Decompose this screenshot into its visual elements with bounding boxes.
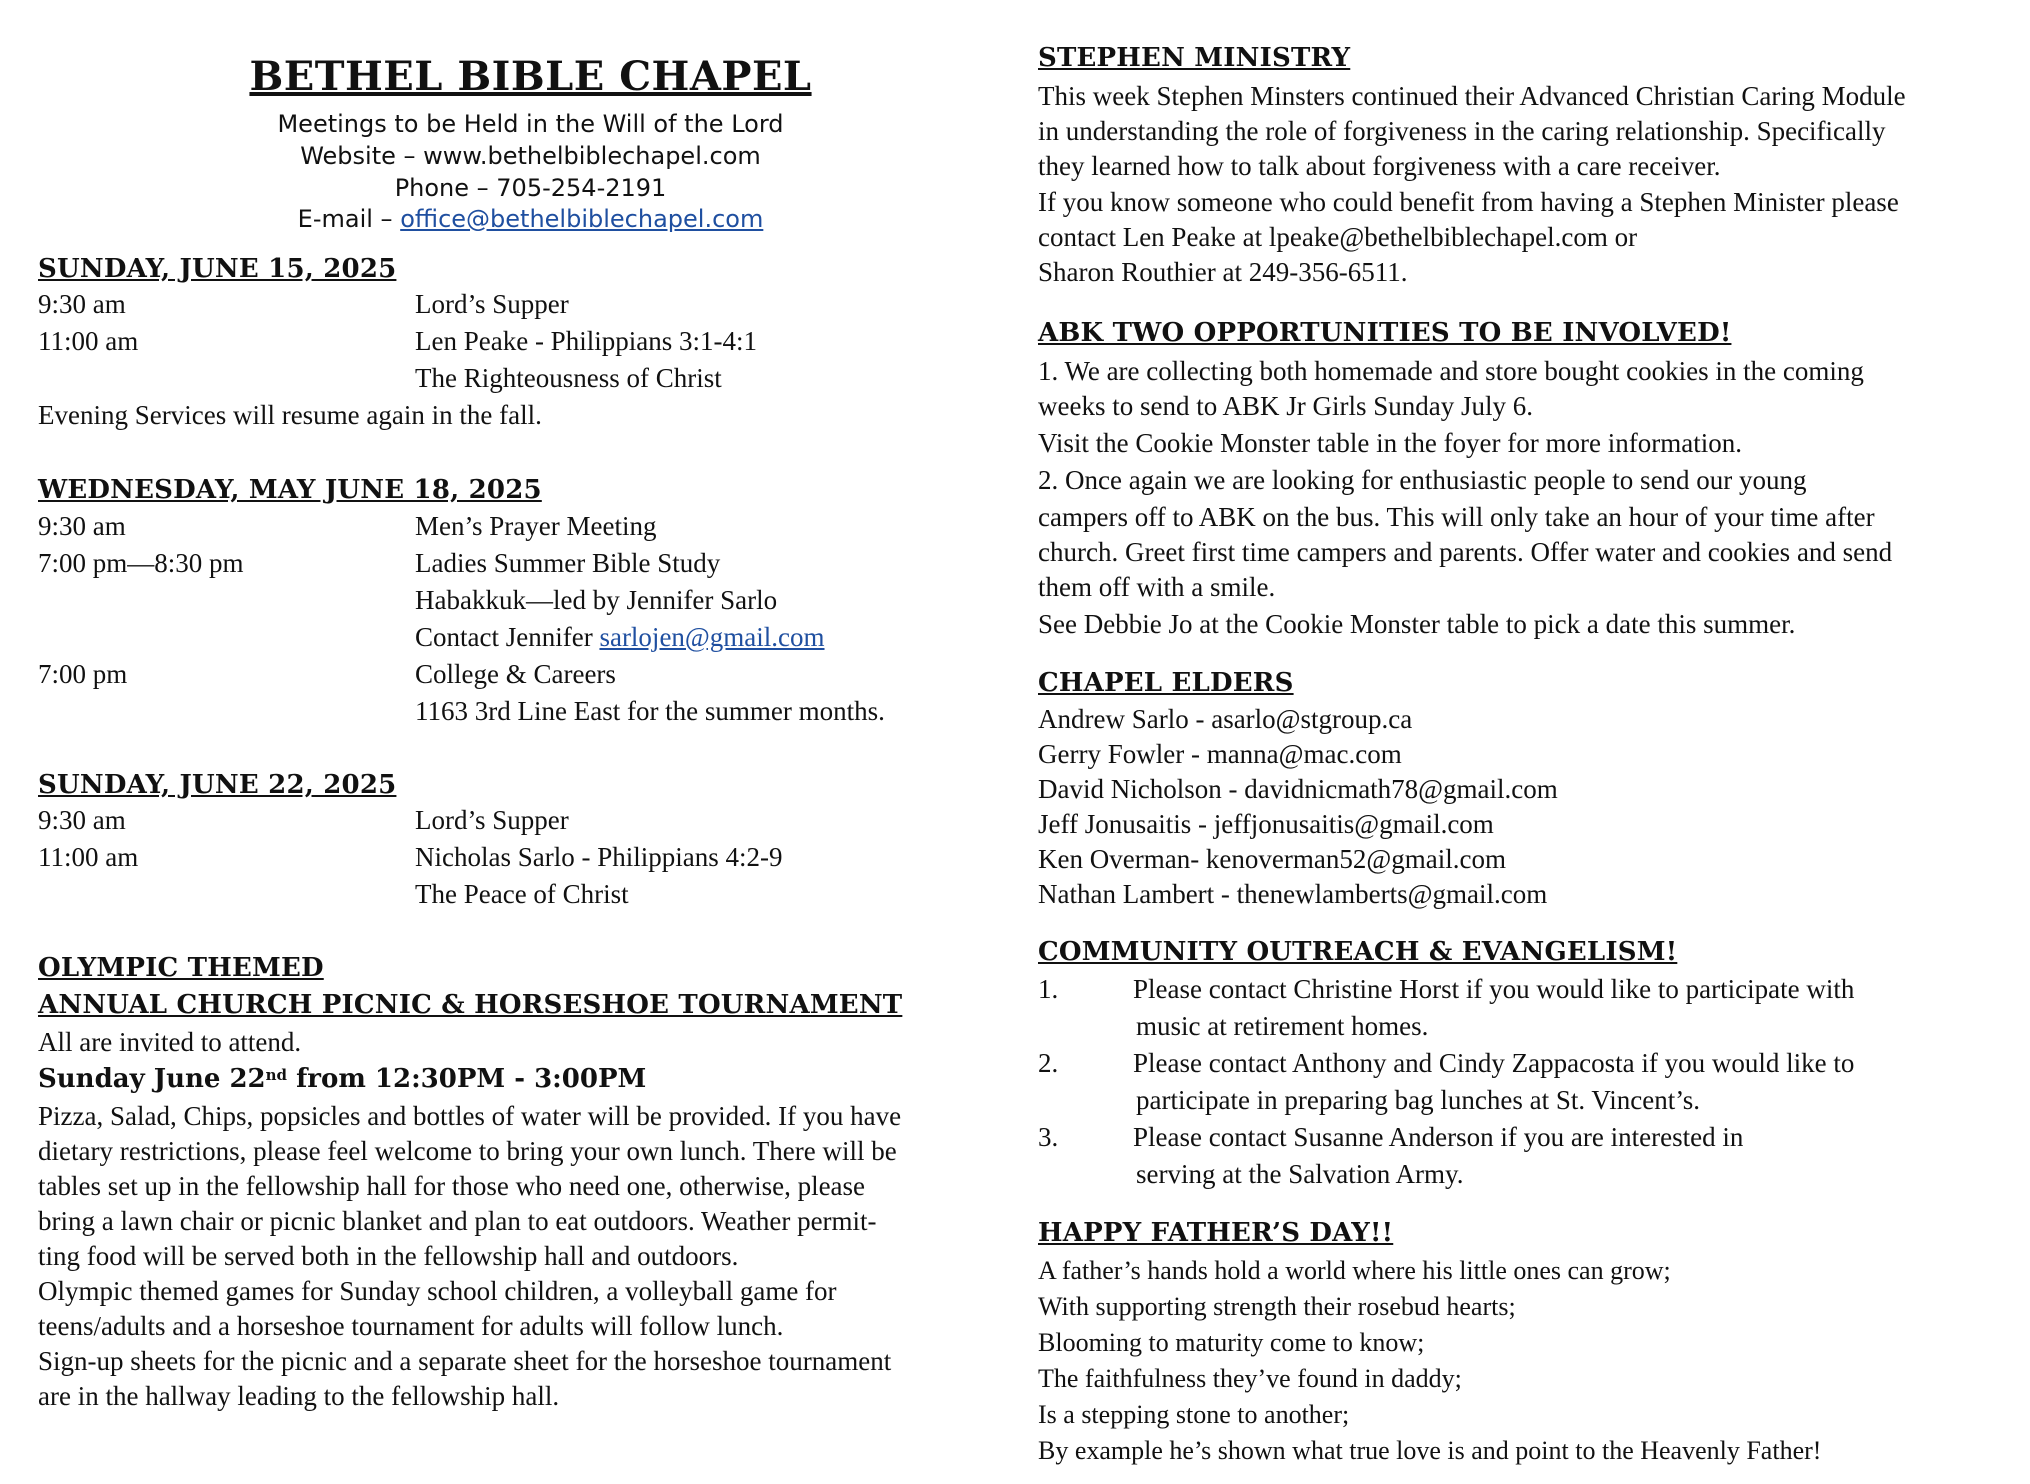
schedule-row: Contact Jennifer sarlojen@gmail.com [415,622,825,652]
abk-text-line: weeks to send to ABK Jr Girls Sunday July 6. [1038,391,1533,421]
chapel-elders-heading: CHAPEL ELDERS [1038,668,1294,698]
office-email-link[interactable]: office@bethelbiblechapel.com [400,205,764,233]
schedule-row: 9:30 am Men’s Prayer Meeting [38,511,657,541]
elder-contact: Gerry Fowler - manna@mac.com [1038,739,1402,769]
picnic-heading-2: ANNUAL CHURCH PICNIC & HORSESHOE TOURNAMENT [38,990,903,1020]
page-title: BETHEL BIBLE CHAPEL [249,53,812,100]
fathers-day-heading: HAPPY FATHER’S DAY!! [1038,1218,1394,1248]
evening-note: Evening Services will resume again in the fall. [38,400,542,430]
abk-heading: ABK TWO OPPORTUNITIES TO BE INVOLVED! [1038,318,1732,348]
poem-line: A father’s hands hold a world where his little ones can grow; [1038,1256,1671,1285]
outreach-item-cont: participate in preparing bag lunches at St. Vincent’s. [1136,1085,1700,1115]
schedule-row: The Peace of Christ [415,879,629,909]
picnic-text-line: Sign-up sheets for the picnic and a separate sheet for the horseshoe tournament [38,1346,892,1376]
sunday-june15-heading: SUNDAY, JUNE 15, 2025 [38,254,397,284]
outreach-heading: COMMUNITY OUTREACH & EVANGELISM! [1038,937,1678,967]
stephen-text-line: Sharon Routhier at 249-356-6511. [1038,257,1408,287]
stephen-text-line: If you know someone who could benefit from having a Stephen Minister please [1038,187,1899,217]
jennifer-email-link[interactable]: sarlojen@gmail.com [599,622,825,652]
picnic-text-line: are in the hallway leading to the fellowship hall. [38,1381,560,1411]
poem-line: Is a stepping stone to another; [1038,1400,1350,1429]
poem-line: Blooming to maturity come to know; [1038,1328,1425,1357]
outreach-item-cont: music at retirement homes. [1136,1011,1429,1041]
stephen-text-line: contact Len Peake at lpeake@bethelbiblechapel.com or [1038,222,1638,252]
picnic-date: Sunday June 22nd from 12:30PM - 3:00PM [38,1064,647,1094]
picnic-text-line: dietary restrictions, please feel welcome to bring your own lunch. There will be [38,1136,897,1166]
picnic-text-line: bring a lawn chair or picnic blanket and plan to eat outdoors. Weather permit- [38,1206,877,1236]
abk-text-line: See Debbie Jo at the Cookie Monster table to pick a date this summer. [1038,609,1796,639]
schedule-row: 9:30 am Lord’s Supper [38,805,569,835]
stephen-text-line: in understanding the role of forgiveness in the caring relationship. Specifically [1038,116,1886,146]
outreach-item: 3. Please contact Susanne Anderson if you are interested in [1038,1122,1744,1152]
elder-contact: Jeff Jonusaitis - jeffjonusaitis@gmail.com [1038,809,1494,839]
stephen-text-line: they learned how to talk about forgiveness with a care receiver. [1038,151,1721,181]
elder-contact: David Nicholson - davidnicmath78@gmail.com [1038,774,1558,804]
picnic-invite: All are invited to attend. [38,1027,302,1057]
schedule-row: 1163 3rd Line East for the summer months. [415,696,885,726]
schedule-row: 7:00 pm—8:30 pm Ladies Summer Bible Study [38,548,721,578]
tagline: Meetings to be Held in the Will of the Lord [277,110,784,138]
stephen-ministry-heading: STEPHEN MINISTRY [1038,43,1351,73]
picnic-text-line: Pizza, Salad, Chips, popsicles and bottles of water will be provided. If you have [38,1101,902,1131]
abk-text-line: Visit the Cookie Monster table in the foyer for more information. [1038,428,1742,458]
abk-text-line: 2. Once again we are looking for enthusiastic people to send our young [1038,465,1807,495]
abk-text-line: them off with a smile. [1038,572,1276,602]
schedule-row: 7:00 pm College & Careers [38,659,616,689]
sunday-june22-heading: SUNDAY, JUNE 22, 2025 [38,770,397,800]
picnic-text-line: ting food will be served both in the fellowship hall and outdoors. [38,1241,739,1271]
abk-text-line: church. Greet first time campers and parents. Offer water and cookies and send [1038,537,1893,567]
poem-line: With supporting strength their rosebud hearts; [1038,1292,1516,1321]
website-line: Website – www.bethelbiblechapel.com [300,142,761,170]
schedule-row: 11:00 am Len Peake - Philippians 3:1-4:1 [38,326,757,356]
elder-contact: Nathan Lambert - thenewlamberts@gmail.com [1038,879,1548,909]
outreach-item-cont: serving at the Salvation Army. [1136,1159,1464,1189]
elder-contact: Andrew Sarlo - asarlo@stgroup.ca [1038,704,1413,734]
picnic-heading-1: OLYMPIC THEMED [38,953,324,983]
email-label: E-mail – [297,205,401,233]
phone-line: Phone – 705-254-2191 [394,174,667,202]
outreach-item: 2. Please contact Anthony and Cindy Zappacosta if you would like to [1038,1048,1855,1078]
schedule-row: Habakkuk—led by Jennifer Sarlo [415,585,778,615]
schedule-row: The Righteousness of Christ [415,363,722,393]
abk-text-line: campers off to ABK on the bus. This will only take an hour of your time after [1038,502,1875,532]
outreach-item: 1. Please contact Christine Horst if you would like to participate with [1038,974,1855,1004]
schedule-row: 11:00 am Nicholas Sarlo - Philippians 4:2-9 [38,842,783,872]
abk-text-line: 1. We are collecting both homemade and store bought cookies in the coming [1038,356,1864,386]
schedule-row: 9:30 am Lord’s Supper [38,289,569,319]
picnic-text-line: Olympic themed games for Sunday school children, a volleyball game for [38,1276,837,1306]
picnic-text-line: tables set up in the fellowship hall for those who need one, otherwise, please [38,1171,866,1201]
poem-line: The faithfulness they’ve found in daddy; [1038,1364,1462,1393]
stephen-text-line: This week Stephen Minsters continued their Advanced Christian Caring Module [1038,81,1906,111]
wednesday-heading: WEDNESDAY, MAY JUNE 18, 2025 [38,475,542,505]
picnic-text-line: teens/adults and a horseshoe tournament for adults will follow lunch. [38,1311,784,1341]
elder-contact: Ken Overman- kenoverman52@gmail.com [1038,844,1506,874]
email-line [38,201,1023,238]
poem-line: By example he’s shown what true love is and point to the Heavenly Father! [1038,1436,1822,1465]
